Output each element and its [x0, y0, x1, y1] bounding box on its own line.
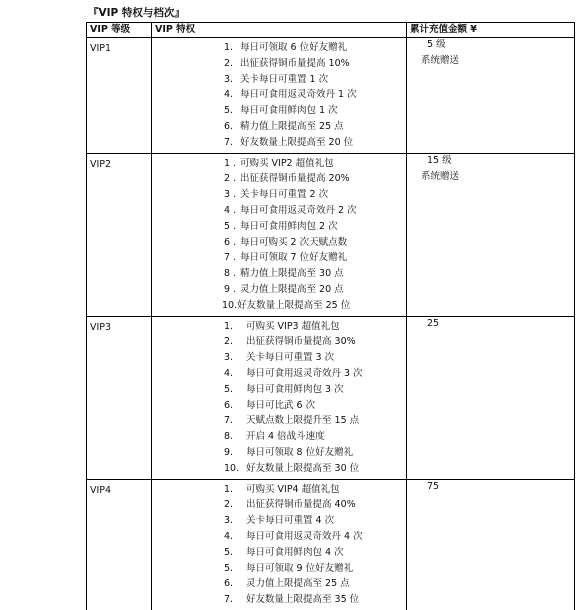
- perk-number: 5.: [224, 562, 234, 574]
- perk-text: 开启 4 倍战斗速度: [246, 431, 325, 443]
- perk-number: 2.: [224, 336, 234, 348]
- recharge-amount: 25: [427, 317, 440, 329]
- vip-perks-cell: [152, 316, 407, 479]
- perk-text: 关卡每日可重置 2 次: [240, 189, 329, 201]
- perk-item: [152, 171, 406, 187]
- perk-text: 可购买 VIP3 超值礼包: [246, 320, 340, 332]
- perk-text: 每日可食用鲜肉包 2 次: [240, 220, 338, 232]
- perk-item: [152, 72, 406, 88]
- recharge-amount-cell: [407, 316, 575, 479]
- recharge-note: 系统赠送: [421, 55, 460, 66]
- table-header-row: [87, 23, 575, 38]
- perk-item: [152, 135, 406, 151]
- perk-number: 6.: [224, 120, 234, 132]
- perk-number: 9.: [224, 446, 234, 458]
- perk-text: 每日可领取 9 位好友赠礼: [246, 562, 354, 574]
- perk-item: [152, 445, 406, 461]
- recharge-amount-cell: [407, 479, 575, 610]
- perk-item: [152, 56, 406, 72]
- perk-item: [152, 40, 406, 56]
- perk-number: 8.: [224, 431, 234, 443]
- perk-item: [152, 366, 406, 382]
- perk-text: 灵力值上限提高至 25 点: [246, 578, 350, 590]
- perk-item: [152, 156, 406, 172]
- perk-number: 7.: [224, 594, 234, 606]
- perk-number: 9 .: [224, 283, 237, 295]
- perk-item: [152, 87, 406, 103]
- recharge-amount-cell: [407, 38, 575, 154]
- perk-number: 1.: [224, 42, 234, 53]
- perk-text: 天赋点数上限提升至 15 点: [246, 415, 360, 427]
- perk-number: 2.: [224, 57, 234, 69]
- perk-item: [152, 298, 406, 314]
- perk-number: 2 .: [224, 173, 237, 185]
- vip-level-cell: VIP2: [87, 153, 152, 316]
- perk-item: [152, 219, 406, 235]
- perk-number: 8 .: [224, 268, 237, 280]
- perk-text: 每日可比武 6 次: [246, 399, 316, 411]
- perk-number: 3.: [224, 515, 234, 527]
- perk-text: 精力值上限提高至 25 点: [240, 120, 344, 132]
- perk-text: 每日可食用返灵奇效丹 3 次: [246, 367, 363, 379]
- perk-number: 6.: [224, 578, 234, 590]
- perk-number: 3.: [224, 73, 234, 85]
- perk-text: 好友数量上限提高至 30 位: [246, 462, 360, 474]
- perk-item: [152, 103, 406, 119]
- perk-item: [152, 576, 406, 592]
- perk-number: 5.: [224, 546, 234, 558]
- perk-item: [152, 203, 406, 219]
- perk-number: 10.: [224, 462, 240, 474]
- perk-item: [152, 119, 406, 135]
- vip-level-cell: VIP4: [87, 479, 152, 610]
- perk-text: 每日可食用返灵奇效丹 1 次: [240, 89, 357, 101]
- perk-number: 5.: [224, 105, 234, 117]
- perk-text: 每日可领取 6 位好友赠礼: [240, 42, 348, 53]
- perk-number: 6.: [224, 399, 234, 411]
- vip-level-cell: VIP3: [87, 316, 152, 479]
- perk-list: [152, 154, 406, 316]
- recharge-amount: 15 级: [427, 154, 452, 166]
- recharge-amount: 5 级: [427, 39, 446, 50]
- recharge-amount-cell: [407, 153, 575, 316]
- perk-list: [152, 317, 406, 479]
- perk-number: 4 .: [224, 204, 237, 216]
- perk-item: [152, 482, 406, 498]
- perk-item: [152, 235, 406, 251]
- perk-text: 出征获得铜币量提高 20%: [240, 173, 350, 185]
- perk-number: 7.: [224, 136, 234, 148]
- perk-item: [152, 187, 406, 203]
- perk-text: 可购买 VIP4 超值礼包: [246, 483, 340, 495]
- perk-item: [152, 319, 406, 335]
- perk-item: [152, 545, 406, 561]
- perk-text: 灵力值上限提高至 20 点: [240, 283, 344, 295]
- perk-item: [152, 382, 406, 398]
- document: [86, 5, 574, 610]
- perk-number: 3.: [224, 352, 234, 364]
- perk-text: 精力值上限提高至 30 点: [240, 268, 344, 280]
- perk-number: 10.: [222, 299, 238, 311]
- perk-number: 2.: [224, 499, 234, 511]
- perk-item: [152, 350, 406, 366]
- perk-text: 每日可食用返灵奇效丹 2 次: [240, 204, 357, 216]
- perk-number: 1 .: [224, 157, 237, 169]
- perk-list: [152, 38, 406, 153]
- perk-number: 3 .: [224, 189, 237, 201]
- vip-perks-cell: [152, 153, 407, 316]
- perk-text: 可购买 VIP2 超值礼包: [240, 157, 334, 169]
- perk-item: [152, 334, 406, 350]
- perk-text: 关卡每日可重置 3 次: [246, 352, 335, 364]
- perk-text: 每日可购买 2 次天赋点数: [240, 236, 348, 248]
- perk-item: [152, 250, 406, 266]
- perk-number: 4.: [224, 367, 234, 379]
- vip-perks-cell: [152, 479, 407, 610]
- perk-text: 好友数量上限提高至 20 位: [240, 136, 354, 148]
- perk-item: [152, 561, 406, 577]
- table-row-vip1: [87, 38, 575, 154]
- perk-text: 每日可领取 8 位好友赠礼: [246, 446, 354, 458]
- perk-number: 4.: [224, 530, 234, 542]
- perk-text: 出征获得铜币量提高 40%: [246, 499, 356, 511]
- vip-privileges-table: [86, 22, 575, 610]
- perk-item: [152, 513, 406, 529]
- header-vip-perks: VIP 特权: [152, 23, 407, 38]
- perk-number: 4.: [224, 89, 234, 101]
- vip-level-cell: VIP1: [87, 38, 152, 154]
- perk-number: 6 .: [224, 236, 237, 248]
- perk-number: 1.: [224, 320, 234, 332]
- table-row-vip4: [87, 479, 575, 610]
- perk-text: 好友数量上限提高至 35 位: [246, 594, 360, 606]
- header-recharge-amount: 累计充值金额 ¥: [407, 23, 575, 38]
- perk-item: [152, 461, 406, 477]
- perk-text: 每日可领取 7 位好友赠礼: [240, 252, 348, 264]
- perk-text: 每日可食用鲜肉包 1 次: [240, 105, 338, 117]
- perk-text: 每日可食用鲜肉包 3 次: [246, 383, 344, 395]
- perk-number: 5 .: [224, 220, 237, 232]
- table-row-vip2: [87, 153, 575, 316]
- perk-item: [152, 413, 406, 429]
- recharge-note: 系统赠送: [421, 170, 460, 182]
- perk-item: [152, 398, 406, 414]
- perk-item: [152, 429, 406, 445]
- perk-text: 出征获得铜币量提高 30%: [246, 336, 356, 348]
- perk-item: [152, 592, 406, 608]
- table-row-vip3: [87, 316, 575, 479]
- perk-text: 关卡每日可重置 4 次: [246, 515, 335, 527]
- perk-number: 5.: [224, 383, 234, 395]
- vip-perks-cell: [152, 38, 407, 154]
- perk-text: 出征获得铜币量提高 10%: [240, 57, 350, 69]
- perk-item: [152, 529, 406, 545]
- perk-item: [152, 282, 406, 298]
- perk-text: 关卡每日可重置 1 次: [240, 73, 329, 85]
- perk-item: [152, 266, 406, 282]
- perk-item: [152, 497, 406, 513]
- perk-number: 7 .: [224, 252, 237, 264]
- perk-text: 每日可食用鲜肉包 4 次: [246, 546, 344, 558]
- perk-number: 1.: [224, 483, 234, 495]
- perk-list: [152, 480, 406, 610]
- document-title: 『VIP 特权与档次』: [88, 7, 185, 19]
- perk-text: 每日可食用返灵奇效丹 4 次: [246, 530, 363, 542]
- perk-number: 7.: [224, 415, 234, 427]
- header-vip-level: VIP 等级: [87, 23, 152, 38]
- recharge-amount: 75: [427, 480, 440, 492]
- perk-text: 好友数量上限提高至 25 位: [237, 299, 351, 311]
